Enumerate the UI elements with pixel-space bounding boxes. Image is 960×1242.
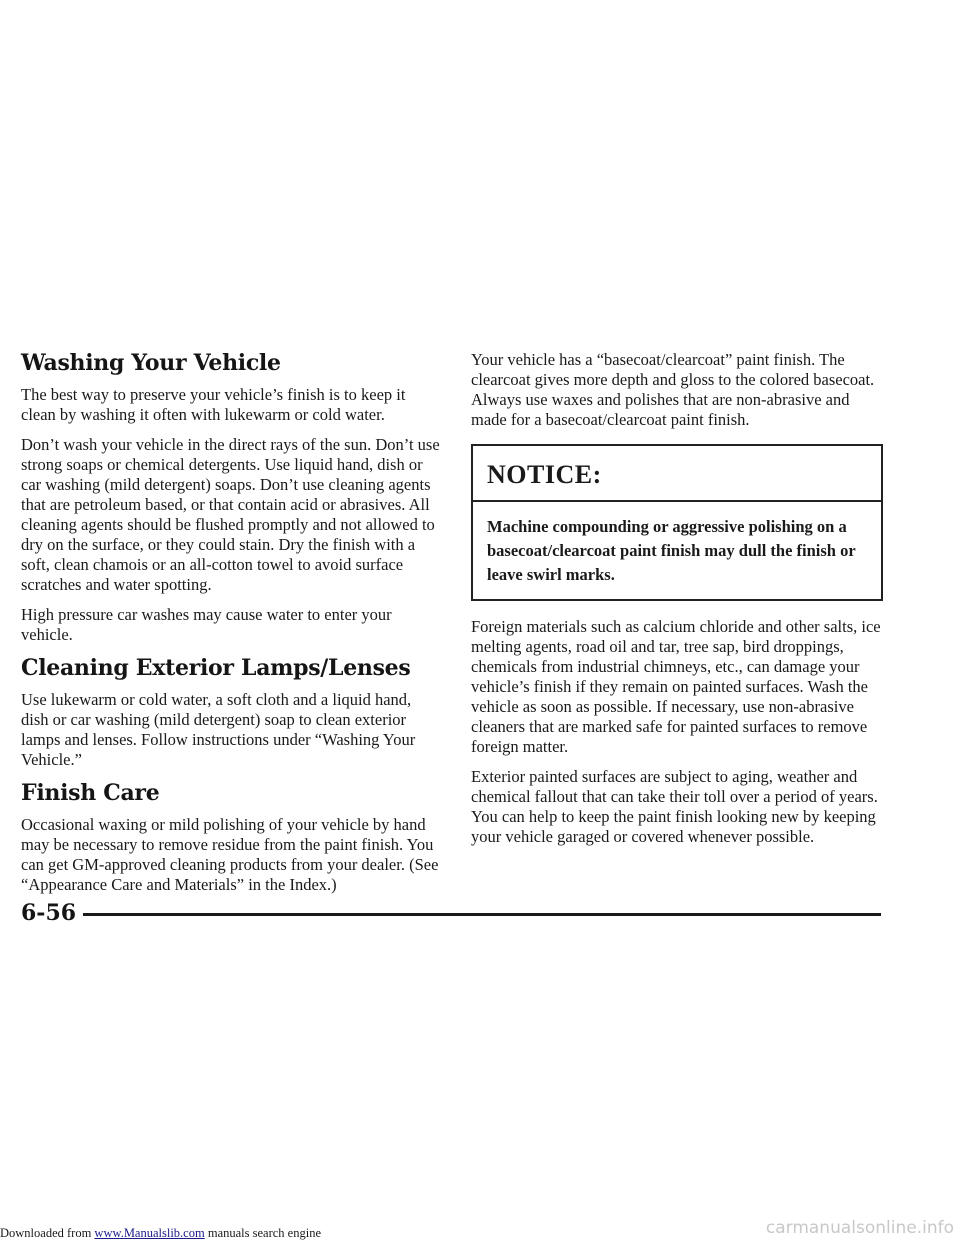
watermark: carmanualsonline.info <box>765 1218 954 1238</box>
paragraph: Exterior painted surfaces are subject to aging, weather and chemical fallout that can take their toll over a period of years. You can help to keep the paint finish looking new by keeping your vehicle garaged or covered whenever possible. <box>471 767 878 846</box>
paragraph: Occasional waxing or mild polishing of your vehicle by hand may be necessary to remove residue from the paint finish. You can get GM-approved cleaning products from your dealer. (See “Appearance Care and Materials” in the Index.) <box>21 815 439 894</box>
download-suffix: manuals search engine <box>204 1226 321 1240</box>
notice-box <box>471 444 883 601</box>
heading-cleaning-exterior-lamps: Cleaning Exterior Lamps/Lenses <box>21 655 411 681</box>
right-column <box>471 350 881 857</box>
paragraph: Don’t wash your vehicle in the direct rays of the sun. Don’t use strong soaps or chemical detergents. Use liquid hand, dish or car washing (mild detergent) soaps. Don’t use cleaning agents that are petroleum based, or that contain acid or abrasives. All cleaning agents should be flushed promptly and not allowed to dry on the surface, or they could stain. Dry the finish with a soft, clean chamois or an all-cotton towel to avoid surface scratches and water spotting. <box>21 435 440 594</box>
left-column <box>21 350 441 905</box>
heading-finish-care: Finish Care <box>21 780 160 806</box>
notice-title: NOTICE: <box>473 446 881 502</box>
footer-rule <box>83 913 881 916</box>
paragraph: Use lukewarm or cold water, a soft cloth and a liquid hand, dish or car washing (mild detergent) soap to clean exterior lamps and lenses. Follow instructions under “Washing Your Vehicle.” <box>21 690 416 769</box>
paragraph: Foreign materials such as calcium chloride and other salts, ice melting agents, road oil and tar, tree sap, bird droppings, chemicals from industrial chimneys, etc., can damage your vehicle’s finish if they remain on painted surfaces. Wash the vehicle as soon as possible. If necessary, use non-abrasive cleaners that are marked safe for painted surfaces to remove foreign matter. <box>471 617 881 756</box>
notice-body: Machine compounding or aggressive polishing on a basecoat/clearcoat paint finish may dull the finish or leave swirl marks. <box>487 517 856 584</box>
download-prefix: Downloaded from <box>0 1226 95 1240</box>
download-credit <box>0 1226 321 1241</box>
manualslib-link[interactable]: www.Manualslib.com <box>94 1226 205 1240</box>
heading-washing-your-vehicle: Washing Your Vehicle <box>21 350 281 376</box>
paragraph: High pressure car washes may cause water to enter your vehicle. <box>21 605 392 644</box>
page-number: 6-56 <box>21 900 77 926</box>
paragraph: Your vehicle has a “basecoat/clearcoat” paint finish. The clearcoat gives more depth and gloss to the colored basecoat. Always use waxes and polishes that are non-abrasive and made for a basecoat/clearcoat paint finish. <box>471 350 875 429</box>
paragraph: The best way to preserve your vehicle’s finish is to keep it clean by washing it often with lukewarm or cold water. <box>21 385 406 424</box>
page-footer <box>21 900 881 928</box>
